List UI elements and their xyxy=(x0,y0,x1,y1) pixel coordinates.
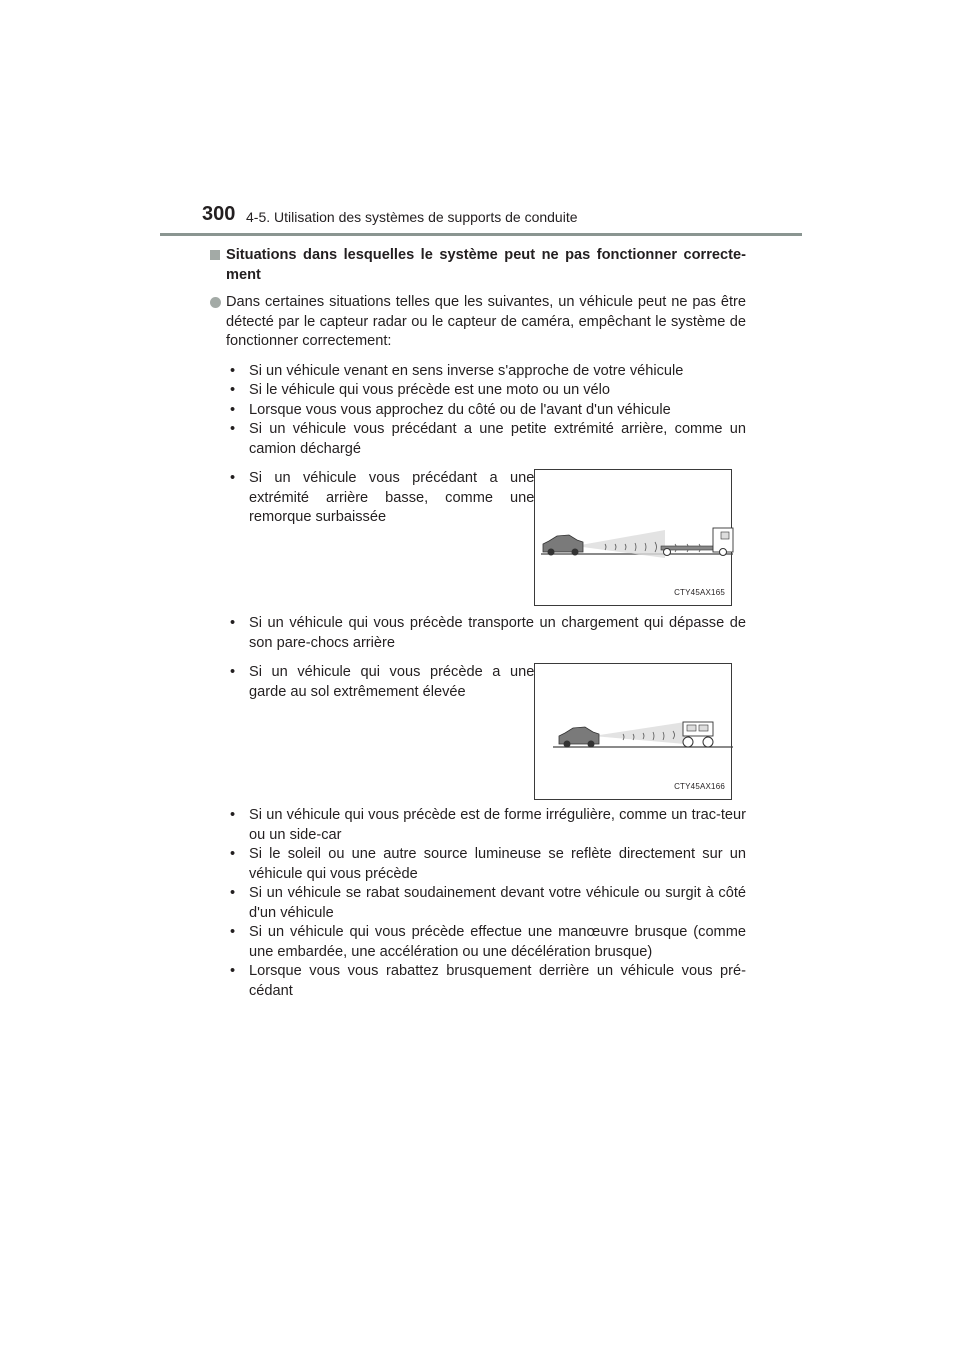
bullet-marker: • xyxy=(230,963,236,979)
list-item: • Si le véhicule qui vous précède est une moto ou un vélo xyxy=(210,381,746,401)
bullet-marker: • xyxy=(230,664,236,680)
header-rule xyxy=(160,233,802,236)
figure-code: CTY45AX165 xyxy=(674,587,725,597)
bullet-marker: • xyxy=(230,470,236,486)
radar-beam-icon xyxy=(593,722,685,744)
list-item: • Lorsque vous vous rabattez brusquement derrière un véhicule vous pré-cédant xyxy=(230,963,746,999)
figure-row-2 xyxy=(210,663,746,800)
bullet-marker: • xyxy=(230,421,236,437)
bullet-list-a xyxy=(210,362,746,460)
intro-text: Dans certaines situations telles que les suivantes, un véhicule peut ne pas être détecté par le capteur radar ou le capteur de caméra, empêchant le système de fonctionner correctement: xyxy=(226,294,746,349)
list-item: • Si un véhicule qui vous précède est de forme irrégulière, comme un trac-teur ou un side-car xyxy=(230,807,746,843)
bullet-marker: • xyxy=(230,846,236,862)
figure-high-clearance xyxy=(534,663,732,800)
figure-low-trailer xyxy=(534,469,732,606)
list-item: • Si un véhicule qui vous précède a une garde au sol extrêmement élevée xyxy=(230,664,535,700)
section-heading-text: Situations dans lesquelles le système peut ne pas fonctionner correcte-ment xyxy=(226,247,746,283)
bullet-marker: • xyxy=(230,885,236,901)
figure-row-1 xyxy=(210,469,746,606)
low-trailer-truck-icon xyxy=(661,528,733,556)
square-bullet-icon xyxy=(210,250,220,260)
circle-bullet-icon xyxy=(210,297,221,308)
page-content xyxy=(210,246,746,1001)
car-icon xyxy=(543,535,583,556)
bullet-list-b xyxy=(210,806,746,1001)
car-icon xyxy=(559,727,599,748)
list-item: • Si un véhicule qui vous précède effectue une manœuvre brusque (comme une embardée, une accélération ou une décélération brusque) xyxy=(230,924,746,960)
list-item: • Si un véhicule vous précédant a une extrémité arrière basse, comme une remorque surbaissée xyxy=(230,470,535,525)
intro-paragraph xyxy=(210,293,746,352)
chapter-title: 4-5. Utilisation des systèmes de supports de conduite xyxy=(246,209,578,225)
bullet-marker: • xyxy=(230,382,236,398)
high-clearance-vehicle-icon xyxy=(683,722,713,747)
bullet-marker: • xyxy=(230,401,236,418)
list-item: • Si un véhicule venant en sens inverse s'approche de votre véhicule xyxy=(210,362,746,382)
bullet-marker: • xyxy=(230,924,236,940)
figure-code: CTY45AX166 xyxy=(674,781,725,791)
section-heading xyxy=(210,246,746,285)
list-item: • Si un véhicule se rabat soudainement devant votre véhicule ou surgit à côté d'un véhicule xyxy=(230,885,746,921)
bullet-marker: • xyxy=(230,807,236,823)
bullet-marker: • xyxy=(230,362,236,379)
bullet-marker: • xyxy=(230,615,236,631)
list-item: • Lorsque vous vous approchez du côté ou de l'avant d'un véhicule xyxy=(210,401,746,421)
list-item: • Si le soleil ou une autre source lumineuse se reflète directement sur un véhicule qui vous précède xyxy=(230,846,746,882)
page-number: 300 xyxy=(202,203,236,225)
page-header xyxy=(160,203,802,237)
list-item: • Si un véhicule vous précédant a une petite extrémité arrière, comme un camion déchargé xyxy=(230,421,746,457)
list-item: • Si un véhicule qui vous précède transporte un chargement qui dépasse de son pare-chocs arrière xyxy=(230,615,746,651)
